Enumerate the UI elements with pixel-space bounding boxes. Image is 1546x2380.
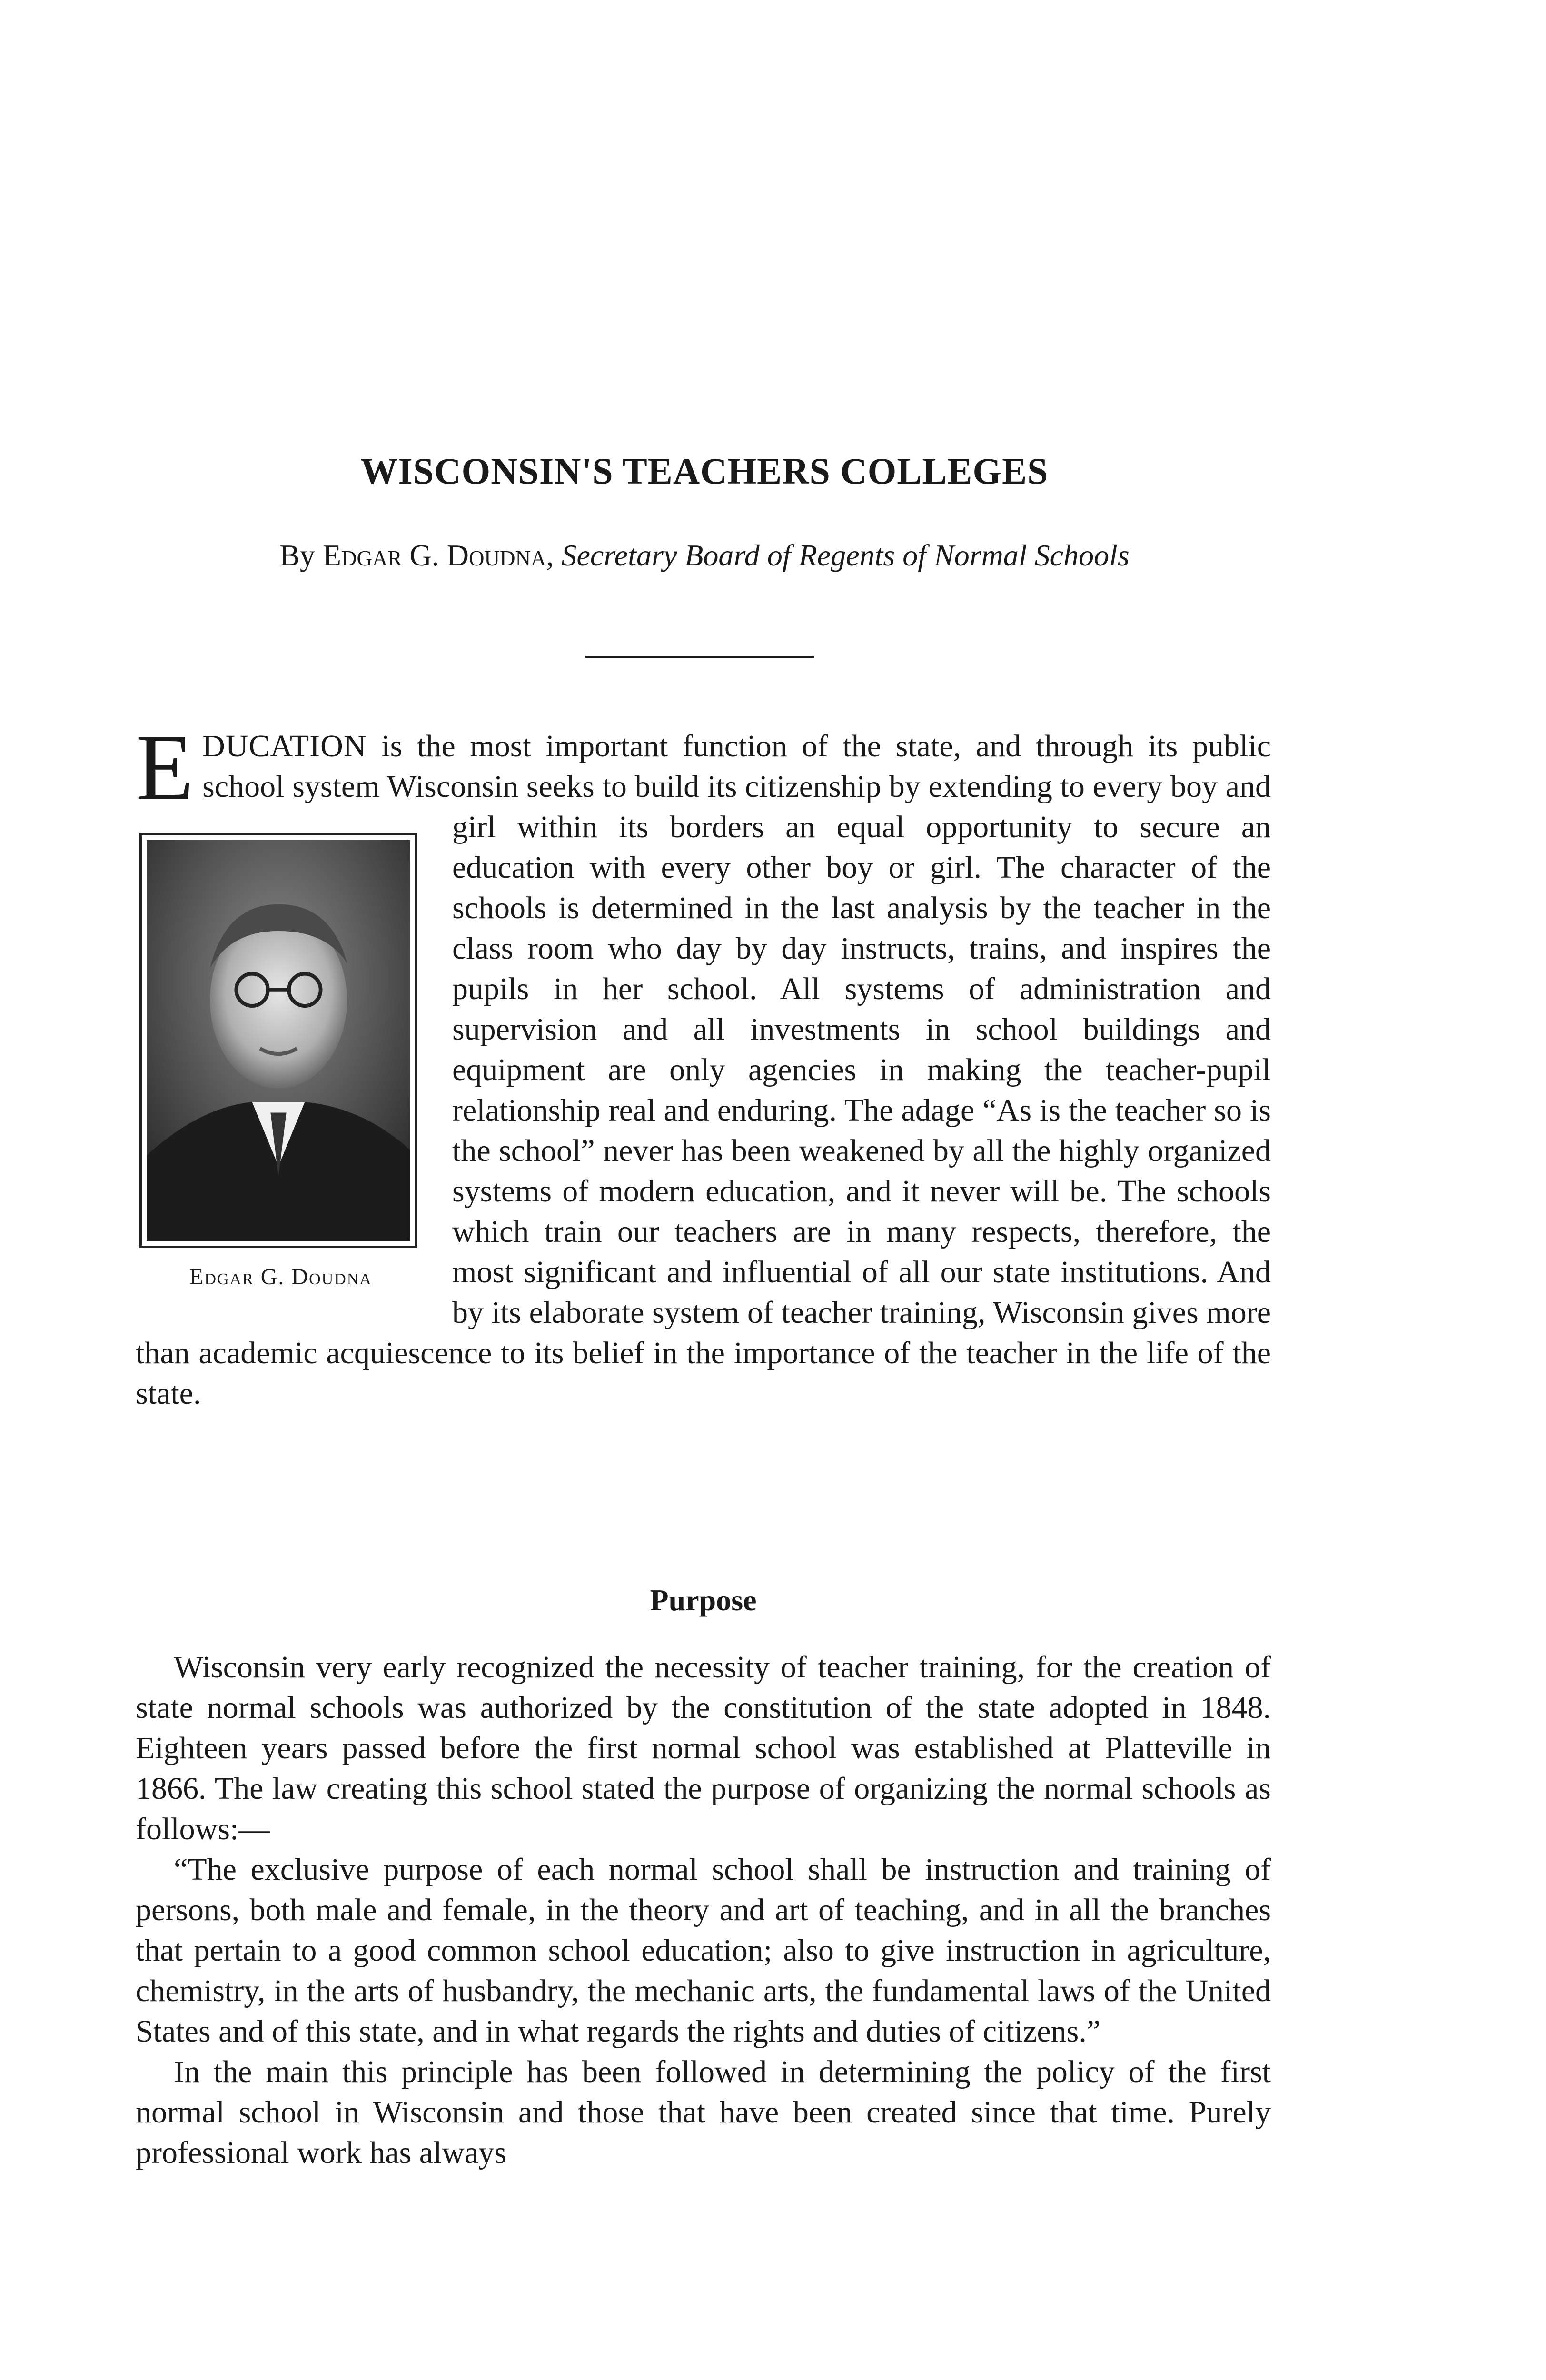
author-name: Edgar G. Doudna xyxy=(322,538,546,572)
drop-cap: E xyxy=(136,715,194,820)
title-divider xyxy=(585,656,814,658)
portrait-frame xyxy=(139,833,417,1248)
portrait-figure xyxy=(136,807,426,1307)
article-title: WISCONSIN'S TEACHERS COLLEGES xyxy=(360,450,1049,492)
section-heading-purpose: Purpose xyxy=(650,1583,757,1617)
portrait-caption: Edgar G. Doudna xyxy=(189,1264,372,1289)
intro-text: is the most important function of the state, and through its public school system Wisconsin seeks to build its citizenship by extending to every boy and girl within its borders an equal opportunity to secure an education with every other boy or girl. The character of the schools is determined in the last analysis by the teacher in the class room who day by day instructs, trains, and inspires the pupils in her school. All systems of administration and supervision and all investments in school buildings and equipment are only agencies in making the teacher-pupil relationship real and enduring. The adage “As is the teacher so is the school” never has been weakened by all the highly organized systems of modern education, and it never will be. The schools which train our teachers are in many respects, therefore, the most significant and influential of all our state institutions. And by its elaborate system of teacher training, Wisconsin gives more than academic acquiescence to its belief in the importance of the teacher in the life of the state. xyxy=(136,729,1271,1411)
byline xyxy=(133,538,1276,573)
byline-prefix: By xyxy=(279,538,323,572)
portrait-photo-icon xyxy=(147,840,410,1241)
intro-first-word: DUCATION xyxy=(202,729,367,764)
purpose-paragraph-3: In the main this principle has been followed in determining the policy of the first normal school in Wisconsin and those that have been created since that time. Purely professional work has always xyxy=(136,2054,1271,2170)
byline-separator: , xyxy=(546,538,562,572)
intro-paragraph xyxy=(136,715,1271,1414)
purpose-paragraph-1: Wisconsin very early recognized the necessity of teacher training, for the creation of state normal schools was authorized by the constitution of the state adopted in 1848. Eighteen years passed before the first normal school was established at Platteville in 1866. The law creating this school stated the purpose of organizing the normal schools as follows:— xyxy=(136,1650,1271,1846)
purpose-section xyxy=(136,1647,1271,2173)
author-role: Secretary Board of Regents of Normal Schools xyxy=(561,538,1130,572)
purpose-paragraph-2: “The exclusive purpose of each normal school shall be instruction and training of persons, both male and female, in the theory and art of teaching, and in all the branches that pertain to a good common school education; also to give instruction in agriculture, chemistry, in the arts of husbandry, the mechanic arts, the fundamental laws of the United States and of this state, and in what regards the rights and duties of citizens.” xyxy=(136,1852,1271,2049)
